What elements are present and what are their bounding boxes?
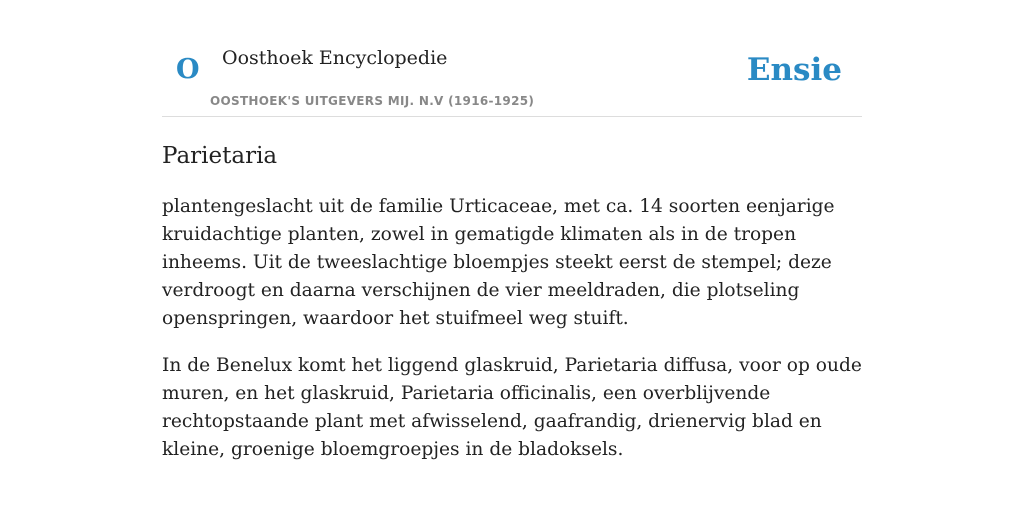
page-container (162, 0, 862, 464)
entry-title: Parietaria (162, 143, 278, 169)
site-header (162, 0, 862, 117)
site-title[interactable]: Oosthoek Encyclopedie (222, 47, 448, 69)
entry-paragraph: In de Benelux komt het liggend glaskruid, Parietaria diffusa, voor op oude muren, en het glaskruid, Parietaria officinalis, een overblijvende rechtopstaande plant met afwisselend, gaafrandig, drienervig blad en kleine, groenige bloemgroepjes in de bladoksels. (162, 355, 862, 460)
entry-paragraph: plantengeslacht uit de familie Urticaceae, met ca. 14 soorten eenjarige kruidachtige planten, zowel in gematigde klimaten als in de tropen inheems. Uit de tweeslachtige bloempjes steekt eerst de stempel; deze verdroogt en daarna verschijnen de vier meeldraden, die plotseling openspringen, waardoor het stuifmeel weg stuift. (162, 196, 835, 329)
site-logo[interactable]: O (176, 54, 200, 85)
publisher-subtitle: OOSTHOEK'S UITGEVERS MIJ. N.V (1916-1925) (210, 94, 535, 108)
brand-logo[interactable]: Ensie (746, 52, 842, 88)
